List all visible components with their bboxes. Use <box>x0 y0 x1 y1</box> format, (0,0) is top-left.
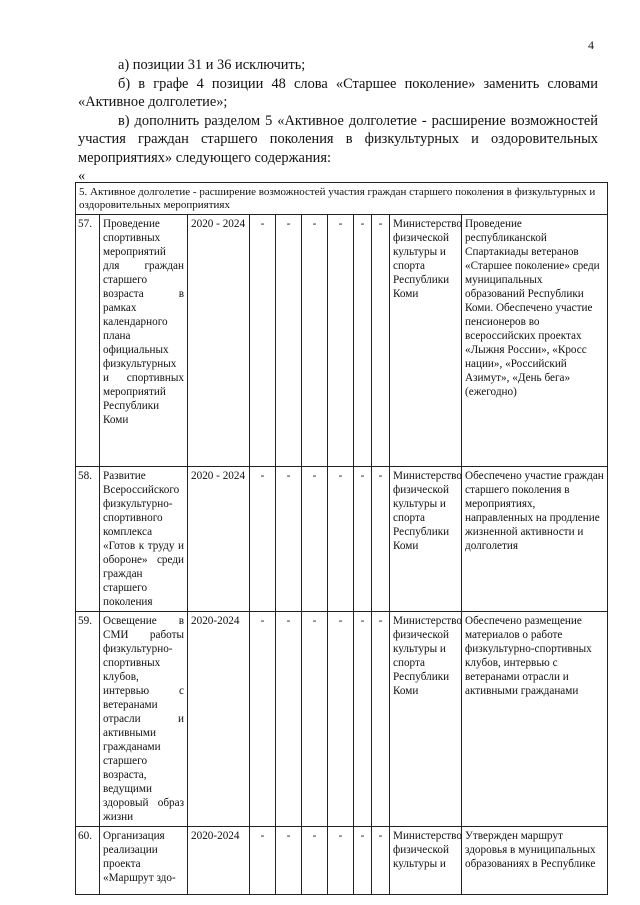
table-row <box>76 612 608 827</box>
section-header-row <box>76 183 608 215</box>
dash-cell: - <box>276 215 302 467</box>
dash-cell: - <box>250 467 276 612</box>
table-row <box>76 467 608 612</box>
page-number: 4 <box>588 38 594 52</box>
dash-cell: - <box>328 612 354 827</box>
dash-cell: - <box>372 827 390 895</box>
dash-cell: - <box>302 467 328 612</box>
dash-cell: - <box>302 215 328 467</box>
dash-cell: - <box>328 215 354 467</box>
row-number: 57. <box>76 215 100 467</box>
period: 2020 - 2024 <box>188 467 250 612</box>
dash-cell: - <box>276 827 302 895</box>
dash-cell: - <box>276 467 302 612</box>
executor: Министерство физической культуры и спорта Республики Коми <box>390 215 462 467</box>
opening-quote: « <box>78 168 86 184</box>
dash-cell: - <box>276 612 302 827</box>
measure-name: Организация реализации проекта «Маршрут здо- <box>100 827 188 895</box>
dash-cell: - <box>354 215 372 467</box>
period: 2020-2024 <box>188 612 250 827</box>
dash-cell: - <box>372 467 390 612</box>
executor: Министерство физической культуры и <box>390 827 462 895</box>
period: 2020-2024 <box>188 827 250 895</box>
dash-cell: - <box>354 467 372 612</box>
expected-result: Обеспечено участие граждан старшего поколения в мероприятиях, направленных на продление жизненной активности и долголетия <box>462 467 608 612</box>
dash-cell: - <box>372 215 390 467</box>
dash-cell: - <box>372 612 390 827</box>
amendment-item-c: в) дополнить разделом 5 «Активное долголетие - расширение возможностей участия граждан старшего поколения в физкультурных и оздоровительных мероприятиях» следующего содержания: <box>78 112 598 166</box>
measures-table <box>75 182 608 895</box>
expected-result: Проведение республиканской Спартакиады ветеранов «Старшее поколение» среди муниципальных образований Республики Коми. Обеспечено участие пенсионеров во всероссийских проектах «Лыжня России», «Кросс нации», «Российский Азимут», «День бега» (ежегодно) <box>462 215 608 467</box>
dash-cell: - <box>354 612 372 827</box>
period: 2020 - 2024 <box>188 215 250 467</box>
amendment-item-a: а) позиции 31 и 36 исключить; <box>118 57 306 73</box>
measure-name: Освещение в СМИ работы физкультурно-спортивных клубов, интервью с ветеранами отрасли и активными гражданами старшего возраста, ведущими здоровый образ жизни <box>100 612 188 827</box>
dash-cell: - <box>354 827 372 895</box>
dash-cell: - <box>250 827 276 895</box>
dash-cell: - <box>328 467 354 612</box>
executor: Министерство физической культуры и спорта Республики Коми <box>390 612 462 827</box>
measure-name: Развитие Всероссийского физкультурно-спортивного комплекса «Готов к труду и обороне» среди граждан старшего поколения <box>100 467 188 612</box>
table-row <box>76 827 608 895</box>
amendment-text <box>78 56 598 186</box>
row-number: 58. <box>76 467 100 612</box>
dash-cell: - <box>302 827 328 895</box>
section-title: 5. Активное долголетие - расширение возможностей участия граждан старшего поколения в физкультурных и оздоровительных мероприятиях <box>76 183 608 215</box>
dash-cell: - <box>250 215 276 467</box>
amendment-item-b: б) в графе 4 позиции 48 слова «Старшее поколение» заменить словами «Активное долголетие»; <box>78 75 598 110</box>
dash-cell: - <box>250 612 276 827</box>
expected-result: Утвержден маршрут здоровья в муниципальных образованиях в Республике <box>462 827 608 895</box>
table-row <box>76 215 608 467</box>
row-number: 60. <box>76 827 100 895</box>
expected-result: Обеспечено размещение материалов о работе физкультурно-спортивных клубов, интервью с ветеранами отрасли и активными гражданами <box>462 612 608 827</box>
row-number: 59. <box>76 612 100 827</box>
executor: Министерство физической культуры и спорта Республики Коми <box>390 467 462 612</box>
dash-cell: - <box>328 827 354 895</box>
measure-name: Проведение спортивных мероприятий для граждан старшего возраста в рамках календарного плана официальных физкультурных и спортивных мероприятий Республики Коми <box>100 215 188 467</box>
dash-cell: - <box>302 612 328 827</box>
